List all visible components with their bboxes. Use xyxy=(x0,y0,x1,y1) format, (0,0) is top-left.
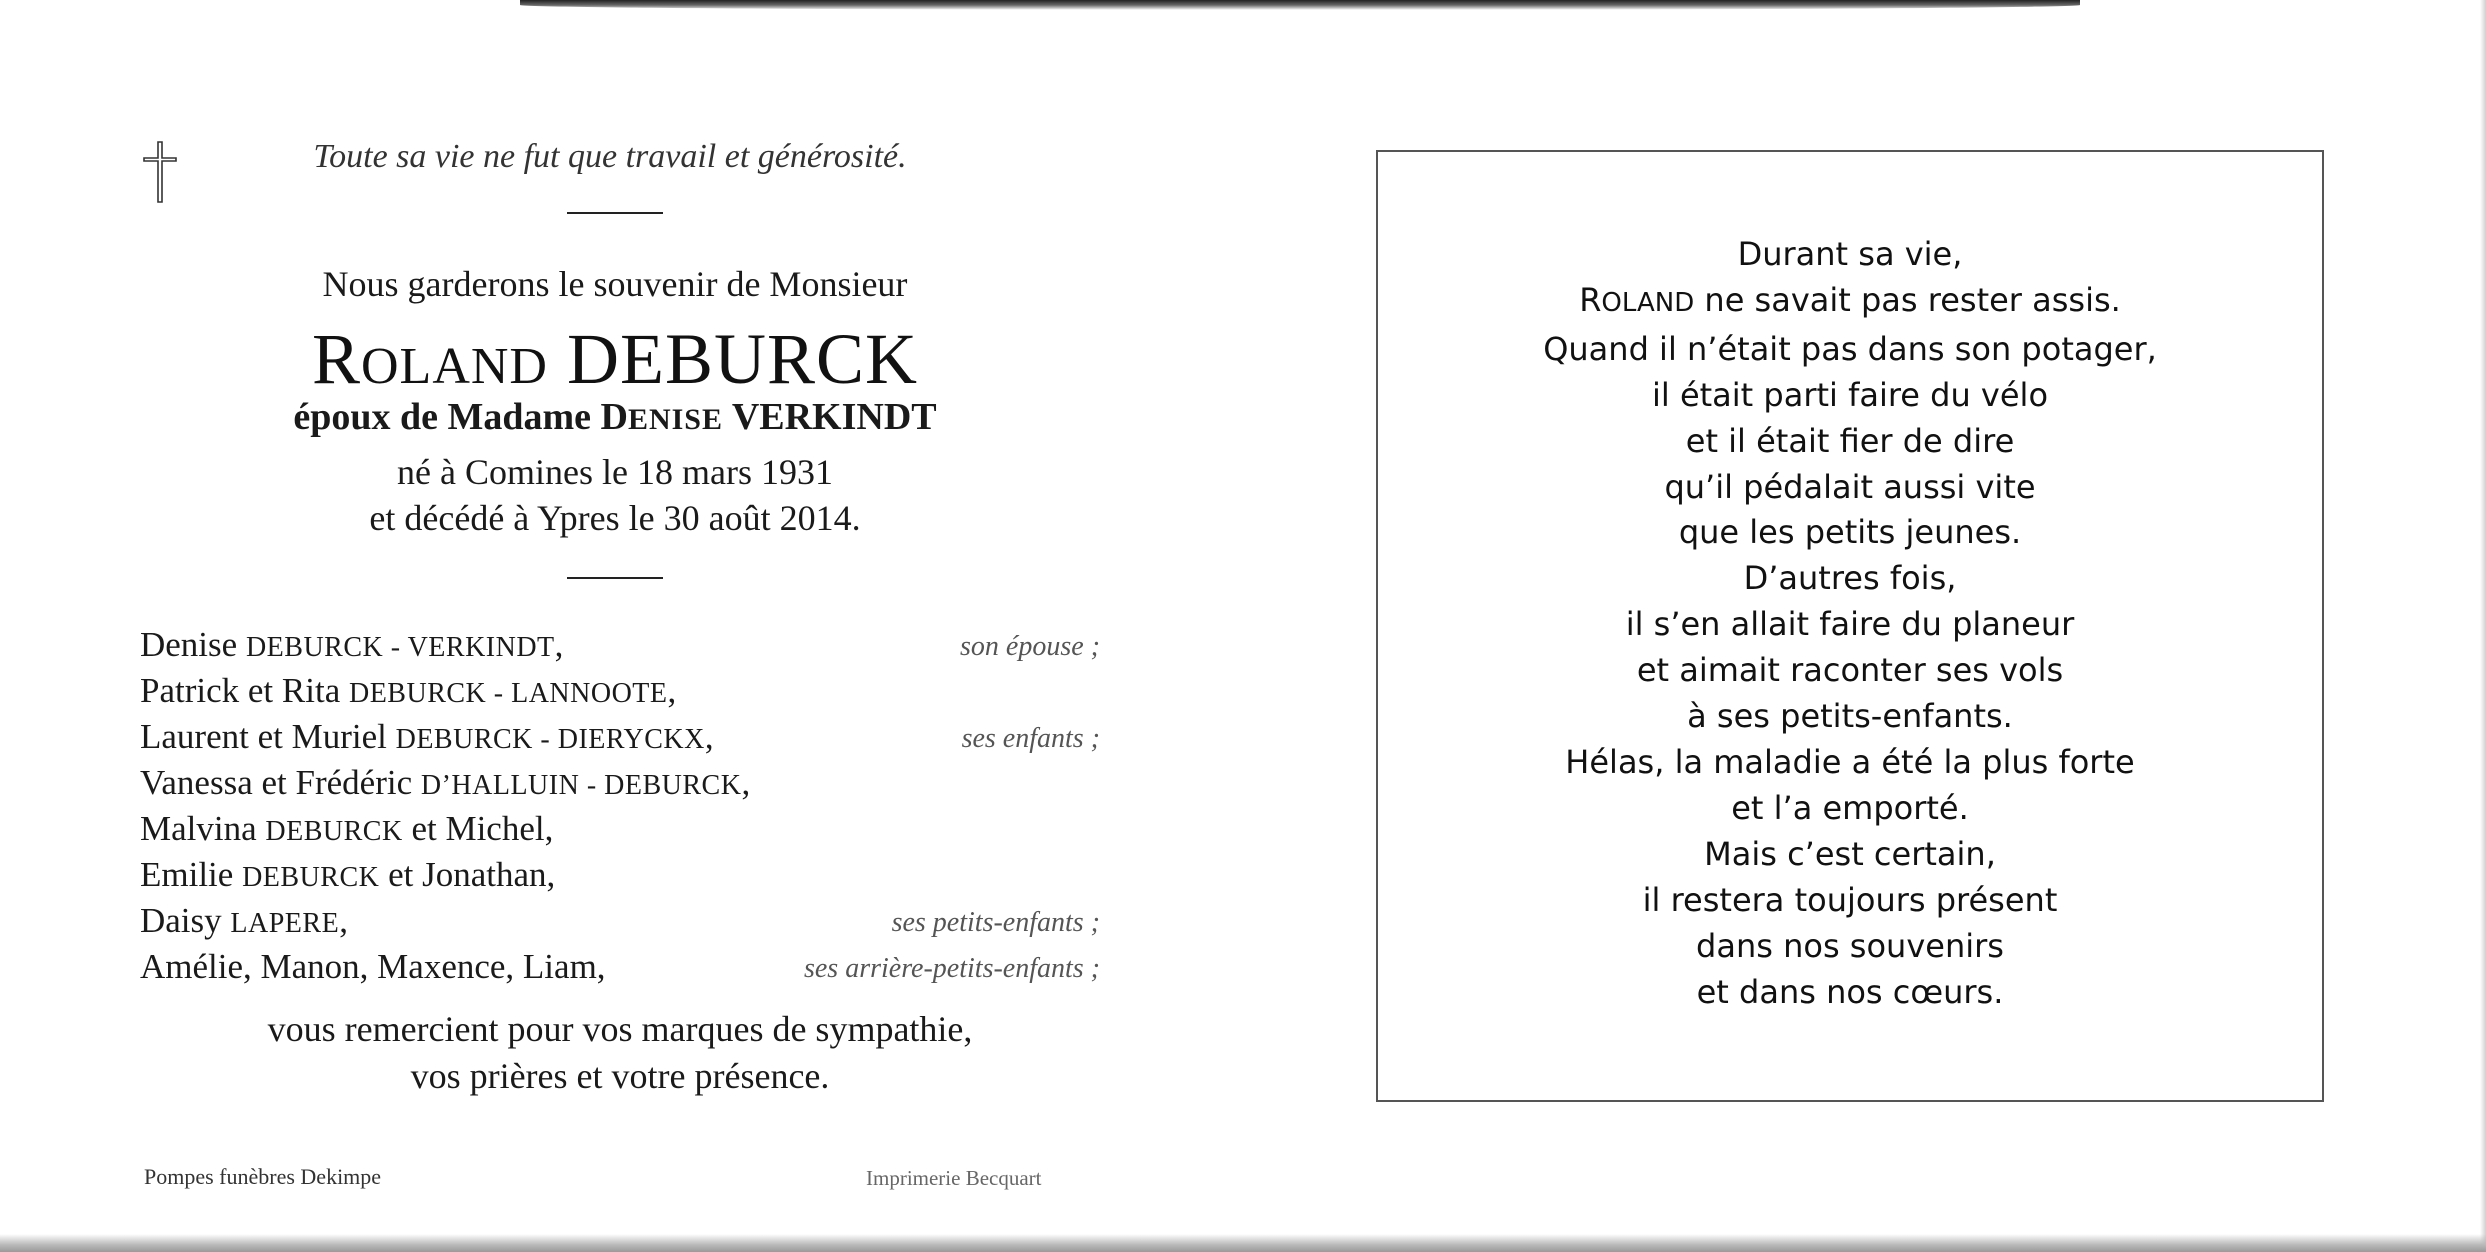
family-member-given: Vanessa et Frédéric xyxy=(140,763,421,802)
poem-line-text: et l’a emporté. xyxy=(1731,788,1969,827)
poem-line xyxy=(1378,602,2322,648)
spouse-first-initial: D xyxy=(600,396,628,438)
spouse-first-rest: ENISE xyxy=(627,403,723,436)
family-member-given: Emilie xyxy=(140,855,243,894)
bottom-edge-shadow xyxy=(0,1234,2486,1252)
poem-line-text: Hélas, la maladie a été la plus forte xyxy=(1565,742,2135,781)
poem-line xyxy=(1378,832,2322,878)
family-row xyxy=(140,852,1100,898)
family-row xyxy=(140,806,1100,852)
family-member xyxy=(140,852,555,901)
spouse-last: VERKINDT xyxy=(731,396,937,438)
deceased-name xyxy=(200,318,1030,401)
family-member xyxy=(140,806,553,855)
family-member-surname: DEBURCK - LANNOOTE xyxy=(348,678,668,709)
funeral-home: Pompes funèbres Dekimpe xyxy=(144,1164,382,1189)
family-row xyxy=(140,668,1100,714)
family-member-surname: LAPERE xyxy=(230,908,340,939)
poem-line xyxy=(1378,786,2322,832)
poem-name-initial: R xyxy=(1579,280,1602,319)
family-member-given: Amélie, Manon, Maxence, Liam, xyxy=(140,947,606,986)
printer-credit: Imprimerie Becquart xyxy=(866,1166,1042,1190)
family-row xyxy=(140,760,1100,806)
family-list xyxy=(140,622,1100,990)
family-row xyxy=(140,944,1100,990)
thanks-line: vous remercient pour vos marques de sympathie, xyxy=(267,1009,973,1049)
divider-bottom xyxy=(567,577,663,579)
thanks-text xyxy=(140,1006,1100,1100)
family-member-suffix: , xyxy=(339,901,348,940)
cross-icon xyxy=(140,140,180,204)
poem-line-text: dans nos souvenirs xyxy=(1696,926,2004,965)
family-member-suffix: , xyxy=(741,763,751,802)
right-edge-shadow xyxy=(2480,0,2486,1252)
motto: Toute sa vie ne fut que travail et générosité. xyxy=(313,138,907,175)
family-member-surname: DEBURCK xyxy=(265,816,403,847)
family-role: ses arrière-petits-enfants ; xyxy=(803,953,1100,984)
family-role: ses enfants ; xyxy=(961,723,1100,754)
family-row xyxy=(140,714,1100,760)
poem-line xyxy=(1378,327,2322,373)
poem-line-text: qu’il pédalait aussi vite xyxy=(1664,467,2036,506)
family-member xyxy=(140,622,563,671)
poem-line xyxy=(1378,556,2322,602)
thanks-line: vos prières et votre présence. xyxy=(410,1056,830,1096)
poem-line xyxy=(1378,373,2322,419)
family-member-suffix: , xyxy=(704,717,714,756)
death-line: et décédé à Ypres le 30 août 2014. xyxy=(369,498,861,538)
poem-line xyxy=(1378,278,2322,327)
family-member-suffix: , xyxy=(667,671,677,710)
family-row xyxy=(140,898,1100,944)
divider-top xyxy=(567,212,663,214)
family-member-given: Laurent et Muriel xyxy=(140,717,396,756)
family-member-suffix: et Michel, xyxy=(402,809,554,848)
poem-line xyxy=(1378,878,2322,924)
top-edge-shadow xyxy=(520,0,2080,10)
family-member-surname: D’HALLUIN - DEBURCK xyxy=(420,770,742,801)
family-member xyxy=(140,944,606,993)
poem-line xyxy=(1378,510,2322,556)
name-first-initial: R xyxy=(311,319,361,399)
spouse-line xyxy=(200,395,1030,439)
family-member-surname: DEBURCK - DIERYCKX xyxy=(395,724,705,755)
poem-line-text: il était parti faire du vélo xyxy=(1651,375,2049,414)
family-member xyxy=(140,898,348,947)
poem-line-text: et dans nos cœurs. xyxy=(1696,972,2004,1011)
family-role: ses petits-enfants ; xyxy=(891,907,1100,938)
poem-line-text: Durant sa vie, xyxy=(1737,235,1963,273)
poem-line-text: il s’en allait faire du planeur xyxy=(1625,605,2075,644)
family-member-given: Daisy xyxy=(140,901,231,940)
name-first-rest: OLAND xyxy=(361,338,548,395)
poem-line-text: D’autres fois, xyxy=(1743,559,1957,598)
poem-line xyxy=(1378,465,2322,511)
family-member-suffix: et Jonathan, xyxy=(379,855,556,894)
family-member-surname: DEBURCK xyxy=(242,862,380,893)
poem-line-text: ne savait pas rester assis. xyxy=(1694,280,2121,319)
birth-line: né à Comines le 18 mars 1931 xyxy=(397,452,833,492)
poem-line xyxy=(1378,232,2322,278)
poem-line xyxy=(1378,740,2322,786)
poem-line xyxy=(1378,648,2322,694)
poem-line-text: à ses petits-enfants. xyxy=(1687,697,2013,736)
family-role: son épouse ; xyxy=(960,631,1100,662)
poem-line-text: Mais c’est certain, xyxy=(1704,834,1996,873)
poem-line-text: et il était fier de dire xyxy=(1685,421,2015,460)
family-member xyxy=(140,714,714,763)
poem-line-text: que les petits jeunes. xyxy=(1678,513,2022,552)
poem-line-text: et aimait raconter ses vols xyxy=(1636,651,2064,690)
poem xyxy=(1378,232,2322,1015)
family-member-given: Denise xyxy=(140,625,246,664)
family-member-given: Patrick et Rita xyxy=(140,671,349,710)
poem-line xyxy=(1378,419,2322,465)
family-member-surname: DEBURCK - VERKINDT xyxy=(245,632,555,663)
family-member-suffix: , xyxy=(554,625,564,664)
poem-line-text: il restera toujours présent xyxy=(1642,880,2058,919)
family-member xyxy=(140,760,750,809)
poem-line xyxy=(1378,924,2322,970)
poem-line xyxy=(1378,970,2322,1016)
poem-name-rest: OLAND xyxy=(1601,287,1695,318)
spouse-prefix: époux de Madame xyxy=(293,396,591,438)
poem-line-text: Quand il n’était pas dans son potager, xyxy=(1543,329,2157,368)
intro-text: Nous garderons le souvenir de Monsieur xyxy=(322,264,908,304)
name-last: DEBURCK xyxy=(566,319,919,399)
family-row xyxy=(140,622,1100,668)
poem-line xyxy=(1378,694,2322,740)
family-member-given: Malvina xyxy=(140,809,266,848)
family-member xyxy=(140,668,676,717)
